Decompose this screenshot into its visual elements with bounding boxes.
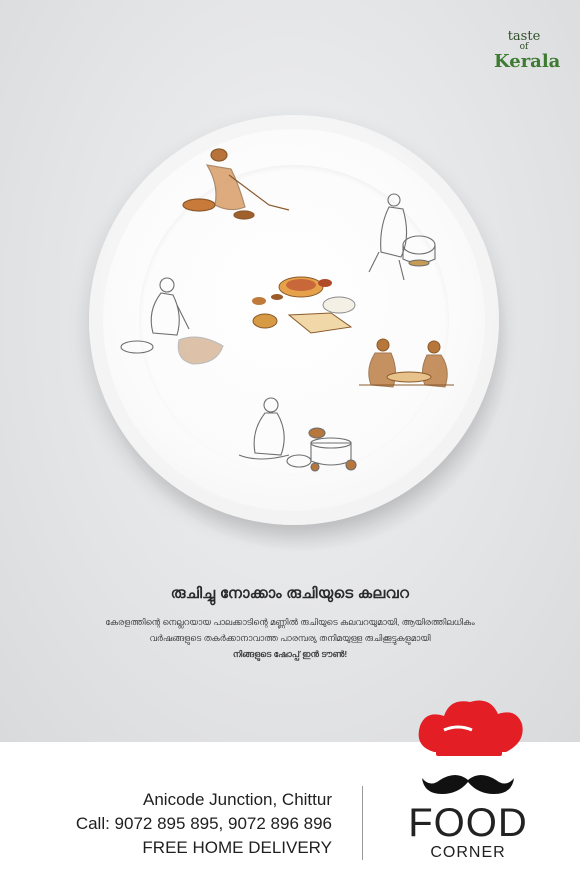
cooking-woman-sketch bbox=[183, 149, 289, 219]
mustache-icon bbox=[388, 766, 548, 800]
logo-word-food: FOOD bbox=[408, 801, 528, 845]
man-with-pot-sketch bbox=[369, 194, 435, 280]
delivery-line: FREE HOME DELIVERY bbox=[142, 838, 332, 857]
body-line: നിങ്ങളുടെ ഷോപ്പ് ഇൻ ടൗൺ! bbox=[232, 649, 348, 659]
logo-word-corner: CORNER bbox=[430, 844, 506, 861]
plate bbox=[89, 115, 499, 525]
footer bbox=[0, 742, 580, 890]
people-eating-sketch bbox=[359, 339, 454, 387]
logo-line-3: Kerala bbox=[494, 51, 561, 72]
phone-line[interactable]: Call: 9072 895 895, 9072 896 896 bbox=[75, 814, 332, 833]
stove-cooking-sketch bbox=[239, 398, 356, 471]
logo-line-1: taste bbox=[507, 29, 541, 44]
plate-illustrations bbox=[89, 115, 499, 525]
grinding-man-sketch bbox=[121, 278, 223, 364]
headline: രുചിച്ചു നോക്കാം രുചിയുടെ കലവറ bbox=[170, 585, 410, 602]
logo-line-2: of bbox=[519, 42, 529, 52]
body-copy bbox=[0, 614, 580, 662]
food-corner-logo bbox=[388, 742, 548, 890]
contact-block bbox=[76, 788, 332, 860]
body-line: വർഷങ്ങളുടെ തകർക്കാനാവാത്ത പാരമ്പര്യ തനിമയുള്ള രുചിക്കൂട്ടുകളുമായി bbox=[149, 633, 431, 643]
chef-hat-icon bbox=[388, 700, 548, 760]
body-line: കേരളത്തിന്റെ നെല്ലറയായ പാലക്കാടിന്റെ മണ്ണിൽ രുചിയുടെ കലവറയുമായി, ആയിരത്തിലധികം bbox=[105, 617, 475, 627]
taste-of-kerala-logo bbox=[494, 29, 561, 72]
divider bbox=[362, 786, 363, 860]
kerala-meal-sketch bbox=[252, 277, 355, 333]
address-line: Anicode Junction, Chittur bbox=[143, 790, 332, 809]
